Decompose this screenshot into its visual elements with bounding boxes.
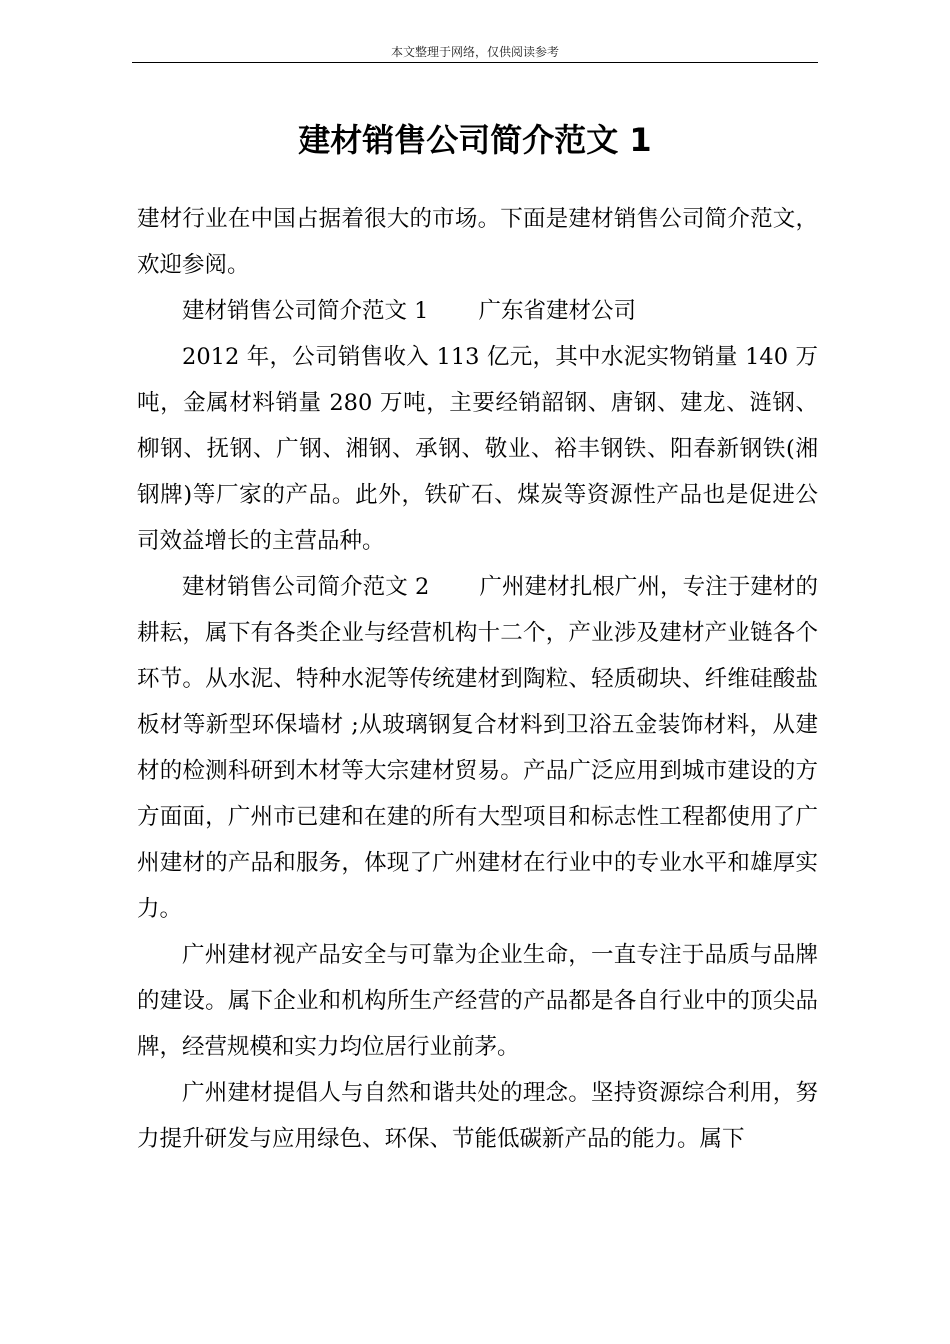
page-header (132, 44, 818, 63)
document-body (137, 196, 818, 1162)
section-1-body: 2012 年，公司销售收入 113 亿元，其中水泥实物销量 140 万吨，金属材料销量 280 万吨，主要经销韶钢、唐钢、建龙、涟钢、柳钢、抚钢、广钢、湘钢、承钢、敬业、裕丰钢铁、阳春新钢铁(湘钢牌)等厂家的产品。此外，铁矿石、煤炭等资源性产品也是促进公司效益增长的主营品种。 (137, 344, 818, 554)
section-2-heading: 建材销售公司简介范文 2 (182, 574, 430, 600)
document-title: 建材销售公司简介范文 1 (298, 121, 652, 159)
intro-paragraph: 建材行业在中国占据着很大的市场。下面是建材销售公司简介范文，欢迎参阅。 (137, 206, 818, 278)
environment-paragraph: 广州建材提倡人与自然和谐共处的理念。坚持资源综合利用，努力提升研发与应用绿色、环保、节能低碳新产品的能力。属下 (137, 1080, 818, 1152)
section-1-company: 广东省建材公司 (478, 298, 636, 324)
section-1-heading: 建材销售公司简介范文 1 (182, 298, 429, 324)
section-2-body: 广州建材扎根广州，专注于建材的耕耘，属下有各类企业与经营机构十二个，产业涉及建材产业链各个环节。从水泥、特种水泥等传统建材到陶粒、轻质砌块、纤维硅酸盐板材等新型环保墙材 ;从玻璃钢复合材料到卫浴五金装饰材料，从建材的检测科研到木材等大宗建材贸易。产品广泛应用到城市建设的方方面面，广州市已建和在建的所有大型项目和标志性工程都使用了广州建材的产品和服务，体现了广州建材在行业中的专业水平和雄厚实力。 (137, 574, 818, 922)
safety-paragraph: 广州建材视产品安全与可靠为企业生命，一直专注于品质与品牌的建设。属下企业和机构所生产经营的产品都是各自行业中的顶尖品牌，经营规模和实力均位居行业前茅。 (137, 942, 818, 1060)
section-2-paragraph (137, 564, 818, 932)
header-note: 本文整理于网络，仅供阅读参考 (390, 45, 559, 59)
section-1-heading-line (137, 288, 818, 334)
